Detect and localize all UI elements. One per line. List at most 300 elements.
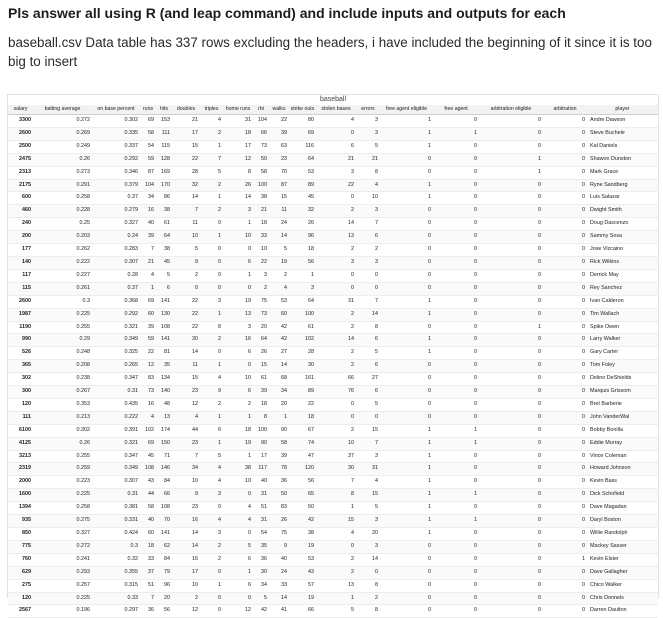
table-cell: 20 xyxy=(253,321,269,334)
table-cell: 0 xyxy=(223,360,253,373)
table-cell: 115 xyxy=(156,140,172,153)
table-cell: 0.3 xyxy=(92,540,140,553)
table-cell: 2 xyxy=(253,282,269,295)
table-cell: 1 xyxy=(380,476,433,489)
table-cell: 64 xyxy=(253,334,269,347)
table-row xyxy=(8,321,658,334)
table-cell: 2175 xyxy=(8,179,33,192)
table-cell: Jose Vizcaino xyxy=(587,244,658,257)
table-cell: Kevin Bass xyxy=(587,476,658,489)
table-cell: 65 xyxy=(289,489,316,502)
table-cell: 0.325 xyxy=(92,347,140,360)
table-cell: 30 xyxy=(172,334,200,347)
table-cell: 0 xyxy=(380,166,433,179)
table-cell: 39 xyxy=(140,231,156,244)
table-cell: 0 xyxy=(479,269,543,282)
table-cell: 0 xyxy=(479,476,543,489)
table-row xyxy=(8,347,658,360)
table-cell: 0 xyxy=(433,566,479,579)
table-cell: 2 xyxy=(316,553,356,566)
table-cell: 60 xyxy=(140,528,156,541)
table-cell: 4 xyxy=(200,515,223,528)
table-cell: 0 xyxy=(543,334,587,347)
table-cell: 2 xyxy=(200,205,223,218)
table-cell: 0.273 xyxy=(33,166,92,179)
table-cell: 40 xyxy=(140,218,156,231)
table-cell: 0 xyxy=(433,386,479,399)
table-cell: 18 xyxy=(223,127,253,140)
table-cell: 18 xyxy=(253,218,269,231)
table-cell: 2 xyxy=(316,424,356,437)
table-cell: 3 xyxy=(200,295,223,308)
table-cell: Dave Gallagher xyxy=(587,566,658,579)
question-body: baseball.csv Data table has 337 rows excluding the headers, i have included the beginning of it since it is too big to insert xyxy=(8,35,652,69)
table-cell: 0 xyxy=(479,592,543,605)
table-cell: 2 xyxy=(200,334,223,347)
table-cell: 0.267 xyxy=(33,386,92,399)
table-cell: 0 xyxy=(433,321,479,334)
table-cell: Marquis Grissom xyxy=(587,386,658,399)
table-cell: 100 xyxy=(289,308,316,321)
table-cell: Ivan Calderon xyxy=(587,295,658,308)
table-cell: 0.26 xyxy=(33,153,92,166)
table-cell: 11 xyxy=(172,218,200,231)
table-cell: 1 xyxy=(380,140,433,153)
table-cell: 0 xyxy=(543,127,587,140)
table-cell: 16 xyxy=(172,515,200,528)
table-row xyxy=(8,411,658,424)
table-cell: 0 xyxy=(200,605,223,618)
column-header: triples xyxy=(200,105,223,115)
table-cell: 22 xyxy=(172,321,200,334)
table-cell: 1 xyxy=(200,579,223,592)
table-cell: 84 xyxy=(156,553,172,566)
table-cell: 0.347 xyxy=(92,373,140,386)
table-cell: Shawon Dunston xyxy=(587,153,658,166)
table-cell: 0.347 xyxy=(92,450,140,463)
table-cell: 0 xyxy=(200,244,223,257)
table-cell: 2 xyxy=(200,398,223,411)
table-cell: 0 xyxy=(543,476,587,489)
table-cell: 0 xyxy=(433,463,479,476)
table-cell: Luis Salazar xyxy=(587,192,658,205)
table-row xyxy=(8,373,658,386)
table-cell: 1 xyxy=(433,515,479,528)
table-cell: 0.272 xyxy=(33,115,92,128)
table-cell: 0 xyxy=(543,579,587,592)
table-cell: 0 xyxy=(479,424,543,437)
table-cell: 79 xyxy=(156,566,172,579)
table-cell: 43 xyxy=(140,476,156,489)
table-cell: 9 xyxy=(200,386,223,399)
table-cell: 0 xyxy=(433,244,479,257)
table-cell: 10 xyxy=(223,373,253,386)
table-row xyxy=(8,476,658,489)
table-cell: 18 xyxy=(289,244,316,257)
table-cell: 0.381 xyxy=(92,502,140,515)
table-cell: Steve Buchele xyxy=(587,127,658,140)
table-cell: 0 xyxy=(380,256,433,269)
table-cell: 108 xyxy=(156,502,172,515)
table-cell: 6 xyxy=(223,386,253,399)
table-cell: 90 xyxy=(253,437,269,450)
table-cell: 0 xyxy=(433,231,479,244)
table-cell: 0 xyxy=(479,386,543,399)
table-cell: 89 xyxy=(289,179,316,192)
table-cell: 83 xyxy=(269,502,289,515)
table-cell: 31 xyxy=(253,515,269,528)
table-cell: 0 xyxy=(543,153,587,166)
table-cell: 0 xyxy=(479,282,543,295)
table-cell: 0 xyxy=(543,244,587,257)
table-cell: 32 xyxy=(172,179,200,192)
table-cell: 21 xyxy=(140,256,156,269)
table-cell: 4 xyxy=(356,179,380,192)
table-cell: Delino DeShields xyxy=(587,373,658,386)
table-cell: 66 xyxy=(289,605,316,618)
table-row xyxy=(8,553,658,566)
table-cell: 0 xyxy=(200,347,223,360)
table-cell: 0.302 xyxy=(33,424,92,437)
table-cell: 1394 xyxy=(8,502,33,515)
table-row xyxy=(8,282,658,295)
table-cell: 73 xyxy=(253,308,269,321)
table-cell: 0 xyxy=(479,579,543,592)
table-cell: 23 xyxy=(172,502,200,515)
table-cell: 27 xyxy=(269,347,289,360)
table-cell: 104 xyxy=(253,115,269,128)
table-cell: 13 xyxy=(316,231,356,244)
table-cell: 0.28 xyxy=(92,269,140,282)
table-cell: 61 xyxy=(253,373,269,386)
table-cell: 8 xyxy=(356,321,380,334)
table-cell: 120 xyxy=(8,592,33,605)
table-cell: 0.203 xyxy=(33,231,92,244)
table-cell: 0 xyxy=(543,373,587,386)
table-cell: 4 xyxy=(223,502,253,515)
table-cell: 40 xyxy=(269,553,289,566)
table-cell: 302 xyxy=(8,373,33,386)
table-cell: 4 xyxy=(200,476,223,489)
table-cell: 5 xyxy=(200,166,223,179)
table-cell: 0.424 xyxy=(92,528,140,541)
table-cell: 4 xyxy=(316,528,356,541)
table-cell: 6 xyxy=(356,231,380,244)
table-cell: 0 xyxy=(433,528,479,541)
table-cell: 51 xyxy=(140,579,156,592)
table-cell: 73 xyxy=(140,386,156,399)
table-cell: 7 xyxy=(140,244,156,257)
table-cell: 0 xyxy=(433,179,479,192)
table-cell: 0 xyxy=(479,463,543,476)
table-cell: 21 xyxy=(172,115,200,128)
table-cell: 30 xyxy=(253,566,269,579)
table-cell: 117 xyxy=(253,463,269,476)
table-cell: 19 xyxy=(223,437,253,450)
table-cell: 100 xyxy=(253,179,269,192)
table-row xyxy=(8,127,658,140)
table-cell: 0.225 xyxy=(33,308,92,321)
table-cell: 0 xyxy=(433,502,479,515)
table-cell: 0 xyxy=(543,218,587,231)
table-cell: 0.225 xyxy=(33,592,92,605)
table-cell: 5 xyxy=(356,347,380,360)
table-cell: 0 xyxy=(543,411,587,424)
table-cell: 39 xyxy=(269,127,289,140)
table-cell: 0.31 xyxy=(92,386,140,399)
table-cell: 9 xyxy=(172,489,200,502)
table-cell: 14 xyxy=(356,308,380,321)
table-cell: 3 xyxy=(200,528,223,541)
table-cell: 0 xyxy=(380,605,433,618)
table-cell: 1 xyxy=(223,566,253,579)
table-cell: 2000 xyxy=(8,476,33,489)
table-cell: 87 xyxy=(269,179,289,192)
table-cell: 460 xyxy=(8,205,33,218)
column-header: hits xyxy=(156,105,172,115)
table-cell: 2 xyxy=(316,308,356,321)
table-cell: 14 xyxy=(172,347,200,360)
table-cell: 3 xyxy=(289,282,316,295)
table-cell: 0 xyxy=(433,308,479,321)
question-header xyxy=(8,4,656,71)
table-cell: Bret Barberie xyxy=(587,398,658,411)
table-cell: 24 xyxy=(269,566,289,579)
table-cell: 1 xyxy=(380,502,433,515)
table-cell: 2600 xyxy=(8,295,33,308)
table-cell: 3 xyxy=(223,205,253,218)
table-cell: 0 xyxy=(479,115,543,128)
table-cell: 0.435 xyxy=(92,398,140,411)
table-cell: 26 xyxy=(223,179,253,192)
table-row xyxy=(8,308,658,321)
table-cell: 0 xyxy=(479,411,543,424)
table-cell: 7 xyxy=(356,437,380,450)
table-cell: 3 xyxy=(356,515,380,528)
table-cell: 0 xyxy=(200,256,223,269)
table-cell: 0.222 xyxy=(92,411,140,424)
table-cell: 1 xyxy=(479,166,543,179)
table-cell: 37 xyxy=(140,566,156,579)
table-cell: 0 xyxy=(543,295,587,308)
table-cell: 0.327 xyxy=(92,218,140,231)
table-cell: 96 xyxy=(156,579,172,592)
table-cell: 6 xyxy=(200,424,223,437)
table-cell: 0.283 xyxy=(92,244,140,257)
table-cell: 0 xyxy=(433,205,479,218)
table-cell: Daryl Boston xyxy=(587,515,658,528)
table-cell: 0 xyxy=(433,592,479,605)
table-cell: 30 xyxy=(316,463,356,476)
table-cell: 26 xyxy=(289,218,316,231)
table-cell: 44 xyxy=(172,424,200,437)
table-cell: Chico Walker xyxy=(587,579,658,592)
table-cell: 8 xyxy=(356,166,380,179)
table-cell: 54 xyxy=(253,528,269,541)
table-cell: 0 xyxy=(433,115,479,128)
table-row xyxy=(8,579,658,592)
table-cell: 0.279 xyxy=(92,205,140,218)
table-cell: 0 xyxy=(543,140,587,153)
table-title: baseball xyxy=(319,96,347,103)
table-cell: 5 xyxy=(269,244,289,257)
table-cell: 0 xyxy=(316,269,356,282)
table-cell: 1 xyxy=(200,437,223,450)
table-cell: 24 xyxy=(269,218,289,231)
table-cell: 0 xyxy=(380,386,433,399)
table-cell: 0 xyxy=(200,269,223,282)
table-cell: 43 xyxy=(289,566,316,579)
table-cell: 4 xyxy=(269,282,289,295)
table-cell: 67 xyxy=(289,424,316,437)
table-cell: 12 xyxy=(140,360,156,373)
table-cell: 13 xyxy=(156,411,172,424)
table-cell: 0.321 xyxy=(92,321,140,334)
table-cell: 0 xyxy=(380,373,433,386)
table-cell: 0 xyxy=(543,592,587,605)
baseball-table xyxy=(8,105,658,618)
table-cell: 23 xyxy=(172,386,200,399)
table-cell: 22 xyxy=(172,295,200,308)
table-cell: 64 xyxy=(289,153,316,166)
table-cell: 42 xyxy=(269,334,289,347)
table-cell: 31 xyxy=(316,295,356,308)
table-cell: 0.293 xyxy=(33,566,92,579)
table-cell: 10 xyxy=(172,476,200,489)
table-cell: 1190 xyxy=(8,321,33,334)
table-cell: 0 xyxy=(479,398,543,411)
table-cell: 3 xyxy=(253,269,269,282)
table-cell: 0 xyxy=(380,282,433,295)
table-cell: 0 xyxy=(543,205,587,218)
table-cell: 6 xyxy=(223,347,253,360)
table-cell: 23 xyxy=(269,153,289,166)
table-cell: 0.208 xyxy=(33,360,92,373)
table-cell: Vince Coleman xyxy=(587,450,658,463)
table-cell: 14 xyxy=(316,218,356,231)
table-cell: 760 xyxy=(8,553,33,566)
table-cell: 100 xyxy=(253,424,269,437)
table-cell: 4 xyxy=(356,476,380,489)
table-cell: 33 xyxy=(140,553,156,566)
table-cell: 0 xyxy=(543,115,587,128)
table-cell: 66 xyxy=(316,373,356,386)
table-cell: 0 xyxy=(479,192,543,205)
table-cell: 58 xyxy=(253,166,269,179)
table-cell: 0 xyxy=(433,450,479,463)
table-cell: 68 xyxy=(269,373,289,386)
table-cell: 0.307 xyxy=(92,476,140,489)
table-cell: 0 xyxy=(316,282,356,295)
table-cell: 0 xyxy=(433,282,479,295)
table-cell: 36 xyxy=(253,553,269,566)
table-cell: 42 xyxy=(253,605,269,618)
table-cell: Larry Walker xyxy=(587,334,658,347)
table-row xyxy=(8,334,658,347)
table-cell: 0 xyxy=(380,321,433,334)
table-cell: 0 xyxy=(200,592,223,605)
table-cell: 1 xyxy=(433,424,479,437)
table-cell: 850 xyxy=(8,528,33,541)
table-cell: 0 xyxy=(433,411,479,424)
table-cell: 10 xyxy=(172,231,200,244)
column-header: errors xyxy=(356,105,380,115)
table-cell: 4 xyxy=(140,411,156,424)
table-cell: 5 xyxy=(223,540,253,553)
table-cell: 15 xyxy=(172,140,200,153)
table-cell: 0 xyxy=(433,476,479,489)
table-cell: 2 xyxy=(356,244,380,257)
table-cell: 0.391 xyxy=(92,424,140,437)
table-cell: 36 xyxy=(140,605,156,618)
table-cell: 22 xyxy=(140,347,156,360)
table-cell: 0 xyxy=(380,231,433,244)
data-table-image xyxy=(7,94,659,614)
table-cell: 0.238 xyxy=(33,373,92,386)
table-cell: 0 xyxy=(433,373,479,386)
table-cell: 1 xyxy=(200,192,223,205)
table-cell: 0 xyxy=(380,411,433,424)
table-cell: 0 xyxy=(543,502,587,515)
table-cell: 102 xyxy=(289,334,316,347)
table-cell: 0.261 xyxy=(33,282,92,295)
table-cell: Sammy Sosa xyxy=(587,231,658,244)
table-cell: 73 xyxy=(253,140,269,153)
table-cell: 13 xyxy=(223,308,253,321)
column-header: player xyxy=(587,105,658,115)
table-cell: 0 xyxy=(380,592,433,605)
table-cell: 0 xyxy=(433,256,479,269)
table-cell: 0 xyxy=(172,282,200,295)
table-cell: 21 xyxy=(356,153,380,166)
table-cell: 2 xyxy=(356,592,380,605)
table-cell: 66 xyxy=(253,127,269,140)
table-cell: 117 xyxy=(8,269,33,282)
table-cell: 0 xyxy=(433,605,479,618)
table-cell: 38 xyxy=(156,205,172,218)
table-cell: 1 xyxy=(140,282,156,295)
table-cell: 0.26 xyxy=(33,437,92,450)
table-cell: 3 xyxy=(200,489,223,502)
table-cell: 0 xyxy=(356,411,380,424)
table-cell: 83 xyxy=(140,373,156,386)
table-cell: 0.315 xyxy=(92,579,140,592)
table-cell: 0 xyxy=(433,540,479,553)
table-cell: 12 xyxy=(172,605,200,618)
table-cell: 0 xyxy=(543,528,587,541)
table-cell: 0 xyxy=(479,553,543,566)
table-cell: 18 xyxy=(253,398,269,411)
table-cell: 5 xyxy=(156,269,172,282)
table-cell: 775 xyxy=(8,540,33,553)
table-cell: 0.213 xyxy=(33,411,92,424)
table-cell: 12 xyxy=(223,153,253,166)
table-cell: 8 xyxy=(200,321,223,334)
table-cell: 20 xyxy=(269,398,289,411)
table-cell: 0 xyxy=(316,540,356,553)
table-row xyxy=(8,540,658,553)
table-cell: 0 xyxy=(200,282,223,295)
table-cell: 0.257 xyxy=(33,579,92,592)
table-cell: 0 xyxy=(543,256,587,269)
table-cell: 0.228 xyxy=(33,205,92,218)
table-cell: 78 xyxy=(269,463,289,476)
table-cell: 0.225 xyxy=(33,489,92,502)
table-cell: 1 xyxy=(433,127,479,140)
table-cell: 2 xyxy=(200,553,223,566)
table-cell: 33 xyxy=(269,579,289,592)
table-cell: 1 xyxy=(380,424,433,437)
